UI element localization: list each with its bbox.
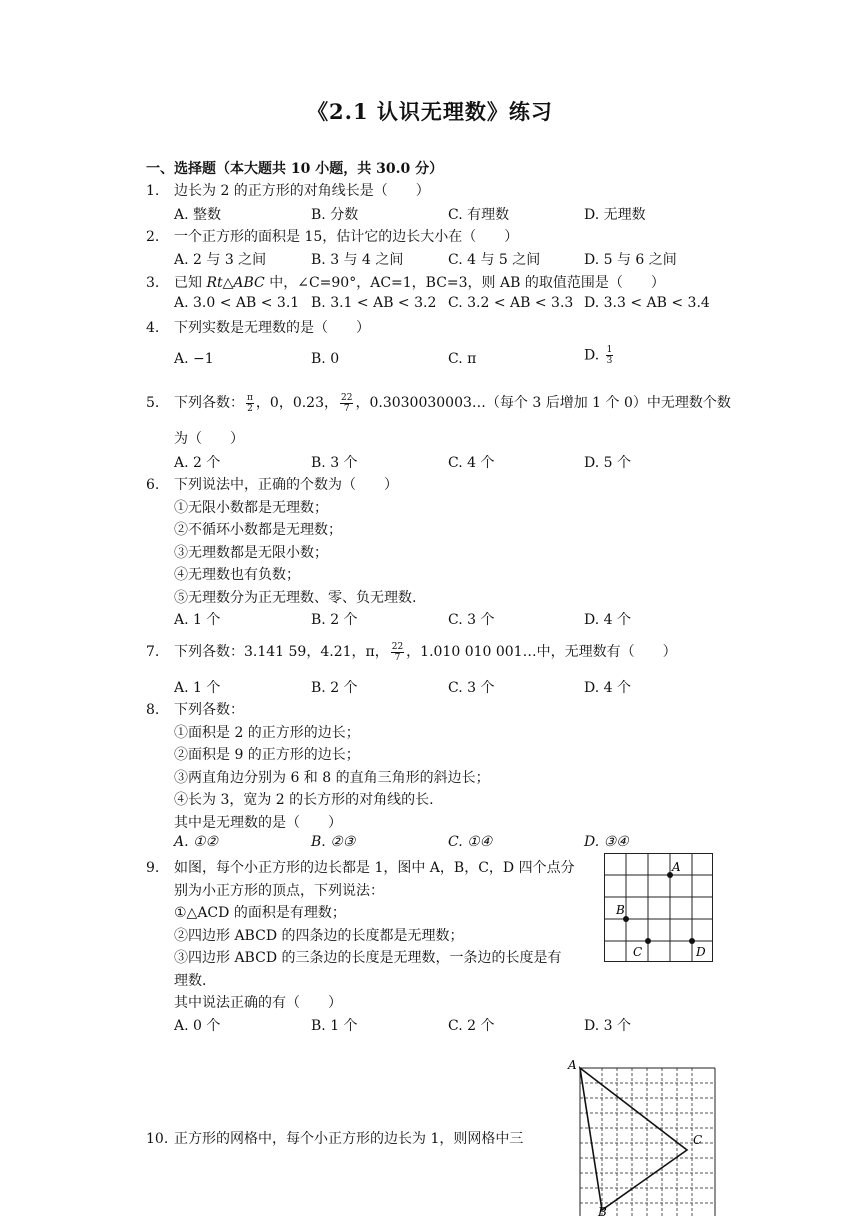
question-text: 一个正方形的面积是 15，估计它的边长大小在（ ） xyxy=(174,229,519,245)
statement-item: ⑤无理数分为正无理数、零、负无理数. xyxy=(174,590,417,606)
option-d[interactable]: D. 3 个 xyxy=(584,1018,631,1034)
question-text-post: ，0.3030030003…（每个 3 后增加 1 个 0）中无理数个数 xyxy=(355,395,731,411)
fraction xyxy=(340,393,353,414)
option-d[interactable]: D. ③④ xyxy=(584,834,629,850)
label-c: C xyxy=(693,1133,703,1147)
option-c[interactable]: C. 3 个 xyxy=(448,680,495,696)
question-text: 下列各数： xyxy=(174,702,244,718)
numerator: 1 xyxy=(606,345,613,355)
question-text: 下列实数是无理数的是（ ） xyxy=(174,320,370,336)
statement-item: ①面积是 2 的正方形的边长； xyxy=(174,725,360,741)
statement-item: ①无限小数都是无理数； xyxy=(174,500,328,516)
label-b: B xyxy=(616,903,625,917)
option-c[interactable]: C. 3.2 < AB < 3.3 xyxy=(448,295,574,311)
question-number: 8. xyxy=(146,702,160,718)
label-c: C xyxy=(633,945,643,959)
fraction xyxy=(246,393,254,414)
option-c[interactable]: C. 4 个 xyxy=(448,455,495,471)
question-8 xyxy=(146,699,244,719)
option-a[interactable]: A. 1 个 xyxy=(174,680,221,696)
label-d: D xyxy=(696,945,706,959)
question-text: 如图，每个小正方形的边长都是 1，图中 A，B，C，D 四个点分 xyxy=(174,860,575,876)
numerator: π xyxy=(247,392,253,403)
denominator: 7 xyxy=(394,652,401,663)
option-a[interactable]: A. −1 xyxy=(174,351,214,367)
question-2 xyxy=(146,226,518,246)
label-b: B xyxy=(598,1205,607,1216)
q10-grid-figure xyxy=(566,1058,720,1216)
question-text-pre: 下列各数：3.141 59，4.21，π， xyxy=(174,644,389,660)
question-7 xyxy=(146,641,677,663)
option-d[interactable]: D. 5 与 6 之间 xyxy=(584,252,677,268)
option-b[interactable]: B. 2 个 xyxy=(311,680,358,696)
question-number: 10. xyxy=(146,1131,169,1147)
question-number: 2. xyxy=(146,229,160,245)
option-c[interactable]: C. ①④ xyxy=(448,834,493,850)
numerator: 22 xyxy=(391,641,404,652)
question-3 xyxy=(146,272,665,292)
option-d[interactable]: D. 4 个 xyxy=(584,680,631,696)
question-text-pre: 已知 xyxy=(174,275,207,291)
option-c[interactable]: C. 有理数 xyxy=(448,207,510,223)
option-b[interactable]: B. 分数 xyxy=(311,207,359,223)
question-ask: 其中是无理数的是（ ） xyxy=(174,815,342,831)
option-a[interactable]: A. 3.0 < AB < 3.1 xyxy=(174,295,300,311)
denominator: 2 xyxy=(247,403,253,414)
statement-item: ②面积是 9 的正方形的边长； xyxy=(174,747,360,763)
question-text-pre: 下列各数： xyxy=(174,395,244,411)
question-1 xyxy=(146,180,430,200)
point-d xyxy=(689,938,695,944)
statement-item: ①△ACD 的面积是有理数； xyxy=(174,905,346,921)
label-a: A xyxy=(672,860,681,874)
question-text: 边长为 2 的正方形的对角线长是（ ） xyxy=(174,183,430,199)
question-number: 7. xyxy=(146,644,160,660)
numerator: 22 xyxy=(341,392,353,403)
question-number: 6. xyxy=(146,477,160,493)
section-title: 一、选择题（本大题共 10 小题，共 30.0 分） xyxy=(146,161,444,177)
question-5 xyxy=(146,392,731,414)
question-10 xyxy=(146,1128,523,1148)
option-a[interactable]: A. 1 个 xyxy=(174,612,221,628)
option-a[interactable]: A. 0 个 xyxy=(174,1018,221,1034)
option-a[interactable]: A. ①② xyxy=(174,834,219,850)
point-c xyxy=(645,938,651,944)
q9-grid-figure xyxy=(604,853,714,963)
option-b[interactable]: B. 1 个 xyxy=(311,1018,358,1034)
option-d[interactable] xyxy=(584,345,615,366)
question-number: 1. xyxy=(146,183,160,199)
question-text: 下列说法中，正确的个数为（ ） xyxy=(174,477,398,493)
statement-item: ④长为 3，宽为 2 的长方形的对角线的长. xyxy=(174,792,434,808)
option-b[interactable]: B. 3 与 4 之间 xyxy=(311,252,404,268)
statement-item: ③四边形 ABCD 的三条边的长度是无理数，一条边的长度是有 xyxy=(174,950,562,966)
triangle-abc xyxy=(580,1068,687,1210)
option-a[interactable]: A. 整数 xyxy=(174,207,222,223)
option-b[interactable]: B. 3.1 < AB < 3.2 xyxy=(311,295,437,311)
question-number: 9. xyxy=(146,860,160,876)
option-d[interactable]: D. 3.3 < AB < 3.4 xyxy=(584,295,710,311)
option-c[interactable]: C. 3 个 xyxy=(448,612,495,628)
page-title: 《2.1 认识无理数》练习 xyxy=(307,99,553,124)
question-4 xyxy=(146,317,370,337)
question-number: 4. xyxy=(146,320,160,336)
question-text-post: ，1.010 010 001…中，无理数有（ ） xyxy=(406,644,677,660)
option-b[interactable]: B. ②③ xyxy=(311,834,356,850)
option-b[interactable]: B. 3 个 xyxy=(311,455,358,471)
question-text-mid: ，0，0.23， xyxy=(255,395,339,411)
option-d[interactable]: D. 5 个 xyxy=(584,455,631,471)
fraction xyxy=(391,642,404,663)
statement-item: ④无理数也有负数； xyxy=(174,567,300,583)
option-a[interactable]: A. 2 与 3 之间 xyxy=(174,252,267,268)
option-d[interactable]: D. 无理数 xyxy=(584,207,646,223)
option-b[interactable]: B. 2 个 xyxy=(311,612,358,628)
option-c[interactable]: C. 2 个 xyxy=(448,1018,495,1034)
label-a: A xyxy=(568,1058,577,1072)
option-d-label: D. xyxy=(584,347,604,364)
statement-item: ②不循环小数都是无理数； xyxy=(174,522,342,538)
question-number: 5. xyxy=(146,395,160,411)
question-text-continued: 为（ ） xyxy=(174,431,244,447)
triangle-name: Rt△ABC xyxy=(206,275,265,291)
option-b[interactable]: B. 0 xyxy=(311,351,340,367)
question-text-post: 中，∠C=90°，AC=1，BC=3，则 AB 的取值范围是（ ） xyxy=(264,275,665,291)
question-ask: 其中说法正确的有（ ） xyxy=(174,995,342,1011)
statement-item: ②四边形 ABCD 的四条边的长度都是无理数； xyxy=(174,928,464,944)
statement-item: ③无理数都是无限小数； xyxy=(174,545,328,561)
denominator: 3 xyxy=(606,356,613,366)
option-c[interactable]: C. π xyxy=(448,351,477,367)
option-c[interactable]: C. 4 与 5 之间 xyxy=(448,252,541,268)
option-d[interactable]: D. 4 个 xyxy=(584,612,631,628)
question-number: 3. xyxy=(146,275,160,291)
option-a[interactable]: A. 2 个 xyxy=(174,455,221,471)
statement-item: ③两直角边分别为 6 和 8 的直角三角形的斜边长； xyxy=(174,770,490,786)
question-text: 正方形的网格中，每个小正方形的边长为 1，则网格中三 xyxy=(174,1131,524,1147)
denominator: 7 xyxy=(343,403,350,414)
fraction xyxy=(606,345,614,366)
question-6 xyxy=(146,474,398,494)
question-9 xyxy=(146,857,575,877)
statement-item-continued: 理数. xyxy=(174,973,207,989)
question-text-continued: 别为小正方形的顶点，下列说法： xyxy=(174,883,384,899)
